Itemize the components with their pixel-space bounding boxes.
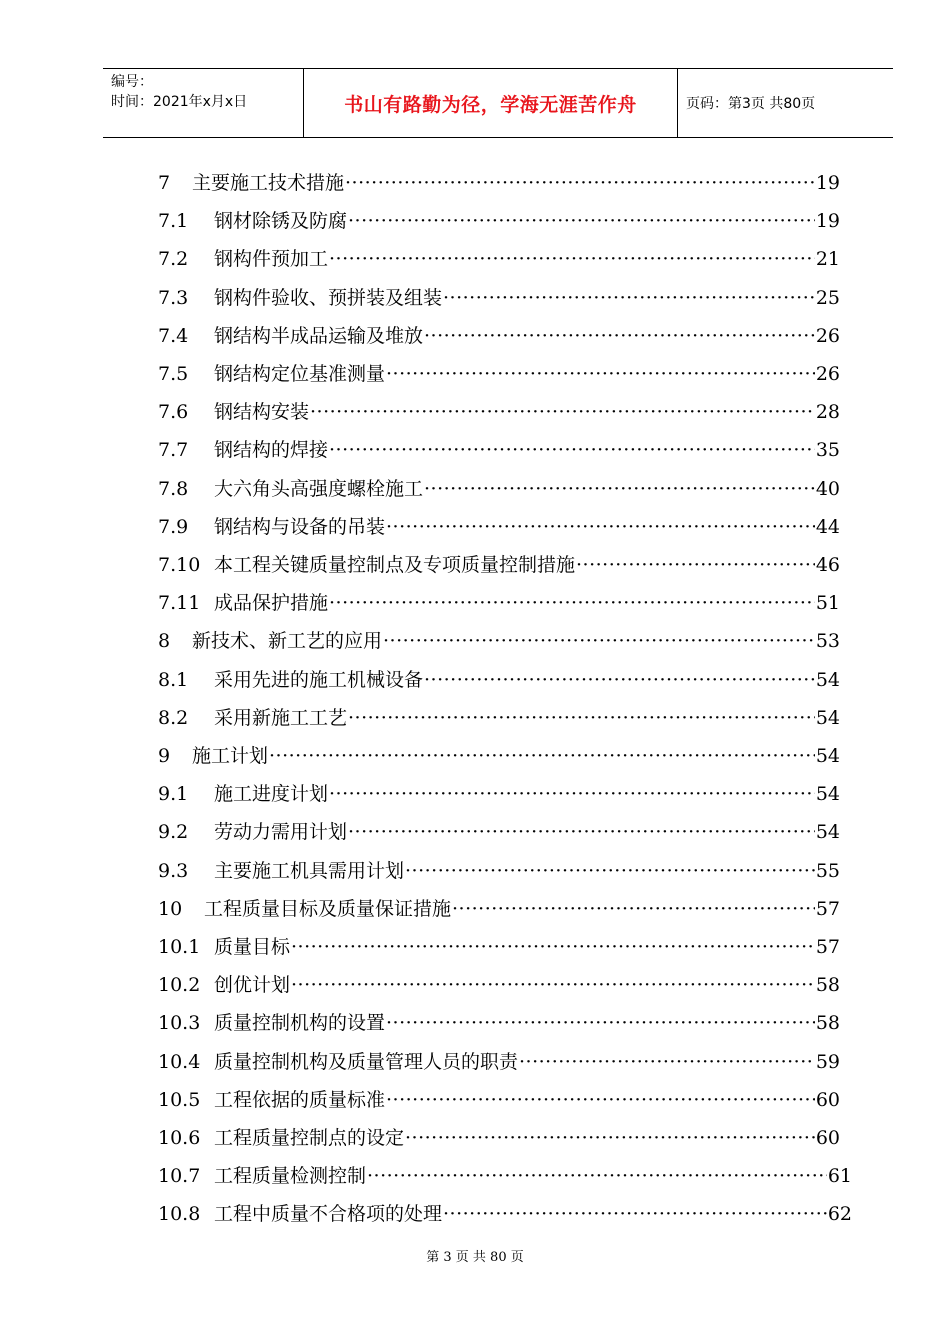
document-time: 时间：2021年x月x日 [111, 94, 248, 110]
toc-entry-page: 54 [815, 745, 840, 767]
toc-entry-title: 创优计划 [214, 974, 291, 997]
toc-entry-title: 采用新施工工艺 [214, 706, 348, 729]
toc-entry-number: 7 [158, 172, 171, 194]
toc-entry-title: 施工计划 [192, 745, 269, 767]
toc-entry [158, 817, 840, 845]
toc-entry-page: 54 [815, 783, 840, 806]
toc-entry-title: 施工进度计划 [214, 783, 329, 806]
toc-entry-page: 26 [815, 363, 840, 385]
toc-entry-page: 57 [815, 897, 840, 920]
toc-entry-page: 46 [815, 554, 840, 576]
toc-entry [158, 206, 840, 234]
toc-dot-leader [367, 1165, 827, 1187]
toc-entry [158, 703, 840, 731]
toc-dot-leader [269, 745, 815, 767]
toc-entry [158, 512, 840, 540]
toc-entry-number: 7.6 [158, 401, 189, 424]
toc-entry [158, 550, 840, 578]
toc-entry-title: 质量控制机构的设置 [214, 1012, 386, 1035]
toc-entry-number: 10.7 [158, 1165, 201, 1188]
toc-entry-page: 21 [815, 248, 840, 271]
toc-entry-page: 61 [827, 1165, 852, 1188]
toc-entry-number: 10.4 [158, 1050, 201, 1073]
toc-entry-page: 54 [815, 821, 840, 844]
toc-entry-title: 钢结构的焊接 [214, 439, 329, 462]
toc-entry-number: 7.4 [158, 324, 189, 347]
toc-entry-page: 54 [815, 668, 840, 691]
toc-entry-page: 55 [815, 859, 840, 882]
toc-entry-title: 采用先进的施工机械设备 [214, 668, 424, 691]
toc-entry-page: 58 [815, 974, 840, 997]
toc-entry [158, 474, 840, 502]
toc-entry-page: 53 [815, 630, 840, 653]
toc-entry [158, 1047, 840, 1075]
toc-entry-number: 7.8 [158, 477, 189, 500]
toc-entry-page: 54 [815, 706, 840, 729]
toc-entry-title: 钢结构定位基准测量 [214, 363, 386, 385]
toc-dot-leader [405, 860, 815, 882]
toc-entry-number: 10.1 [158, 936, 201, 958]
toc-dot-leader [345, 172, 815, 194]
toc-entry-page: 62 [827, 1203, 852, 1226]
toc-entry-page: 58 [815, 1012, 840, 1035]
toc-entry-number: 10.2 [158, 974, 201, 997]
toc-entry [158, 970, 840, 998]
toc-dot-leader [291, 974, 815, 996]
toc-entry-title: 工程依据的质量标准 [214, 1088, 386, 1111]
toc-entry [158, 856, 840, 884]
toc-entry [158, 397, 840, 425]
toc-entry [158, 741, 840, 769]
toc-entry [158, 359, 840, 387]
page-footer: 第 3 页 共 80 页 [426, 1250, 524, 1265]
toc-entry [158, 894, 840, 922]
toc-entry-number: 9 [158, 745, 171, 767]
toc-dot-leader [424, 669, 815, 691]
toc-entry-page: 57 [815, 936, 840, 958]
toc-entry-number: 9.3 [158, 859, 189, 882]
toc-entry-title: 质量控制机构及质量管理人员的职责 [214, 1050, 519, 1073]
toc-dot-leader [519, 1051, 815, 1073]
toc-entry-page: 60 [815, 1088, 840, 1111]
toc-entry-page: 40 [815, 477, 840, 500]
toc-dot-leader [291, 936, 815, 958]
toc-entry-page: 51 [815, 592, 840, 615]
toc-dot-leader [452, 898, 815, 920]
header-meta [103, 69, 304, 137]
toc-entry-number: 10.6 [158, 1127, 201, 1149]
toc-dot-leader [383, 630, 815, 652]
toc-dot-leader [329, 248, 815, 270]
toc-entry [158, 1008, 840, 1036]
toc-entry-number: 8.2 [158, 706, 189, 729]
toc-entry-title: 工程中质量不合格项的处理 [214, 1203, 443, 1226]
toc-entry-title: 成品保护措施 [214, 592, 329, 615]
toc-entry [158, 1085, 840, 1113]
header-motto: 书山有路勤为径，学海无涯苦作舟 [304, 69, 678, 137]
toc-entry-number: 10 [158, 897, 183, 920]
toc-entry-title: 主要施工机具需用计划 [214, 859, 405, 882]
toc-entry [158, 435, 840, 463]
document-number: 编号： [111, 74, 153, 90]
header-page-info: 页码：第3页 共80页 [686, 96, 816, 112]
toc-entry-page: 28 [815, 401, 840, 424]
toc-entry-title: 劳动力需用计划 [214, 821, 348, 844]
toc-entry [158, 665, 840, 693]
toc-dot-leader [424, 478, 815, 500]
toc-entry [158, 244, 840, 272]
toc-entry [158, 283, 840, 311]
toc-dot-leader [329, 439, 815, 461]
toc-entry-number: 10.3 [158, 1012, 201, 1035]
toc-dot-leader [386, 516, 815, 538]
toc-entry-title: 大六角头高强度螺栓施工 [214, 477, 424, 500]
toc-dot-leader [348, 707, 815, 729]
toc-entry-title: 本工程关键质量控制点及专项质量控制措施 [214, 554, 576, 576]
toc-dot-leader [386, 1012, 815, 1034]
toc-entry-title: 工程质量目标及质量保证措施 [204, 897, 452, 920]
toc-entry-title: 钢结构与设备的吊装 [214, 515, 386, 538]
toc-dot-leader [310, 401, 815, 423]
toc-entry [158, 1199, 852, 1227]
toc-entry-number: 7.7 [158, 439, 189, 462]
toc-entry-page: 59 [815, 1050, 840, 1073]
toc-entry-page: 19 [815, 210, 840, 233]
toc-entry-number: 7.11 [158, 592, 201, 615]
page-header [103, 68, 893, 138]
toc-entry-number: 7.10 [158, 554, 201, 576]
toc-entry [158, 168, 840, 196]
toc-dot-leader [405, 1127, 815, 1149]
toc-entry-number: 10.5 [158, 1088, 201, 1111]
toc-entry [158, 932, 840, 960]
toc-entry-title: 新技术、新工艺的应用 [192, 630, 383, 653]
toc-entry-page: 60 [815, 1127, 840, 1149]
toc-entry-number: 8 [158, 630, 171, 653]
toc-entry-number: 7.1 [158, 210, 189, 233]
toc-entry-number: 8.1 [158, 668, 189, 691]
toc-dot-leader [348, 821, 815, 843]
toc-dot-leader [329, 592, 815, 614]
toc-entry-page: 35 [815, 439, 840, 462]
toc-entry-number: 7.2 [158, 248, 189, 271]
toc-entry-title: 钢材除锈及防腐 [214, 210, 348, 233]
toc-entry-title: 工程质量控制点的设定 [214, 1127, 405, 1149]
toc-dot-leader [348, 210, 815, 232]
toc-entry-title: 工程质量检测控制 [214, 1165, 367, 1188]
toc-entry-number: 7.3 [158, 286, 189, 309]
toc-entry-title: 主要施工技术措施 [192, 172, 345, 194]
toc-entry-number: 7.9 [158, 515, 189, 538]
toc-entry-title: 钢构件预加工 [214, 248, 329, 271]
toc-entry [158, 321, 840, 349]
toc-dot-leader [443, 287, 815, 309]
toc-dot-leader [576, 554, 815, 576]
toc-entry-title: 钢结构半成品运输及堆放 [214, 324, 424, 347]
toc-entry-title: 钢结构安装 [214, 401, 310, 424]
toc-dot-leader [386, 1089, 815, 1111]
toc-entry [158, 1161, 852, 1189]
toc-dot-leader [443, 1203, 827, 1225]
toc-entry [158, 1123, 840, 1151]
toc-entry-page: 25 [815, 286, 840, 309]
toc-entry-title: 钢构件验收、预拼装及组装 [214, 286, 443, 309]
toc-entry [158, 626, 840, 654]
toc-entry-page: 26 [815, 324, 840, 347]
toc-entry [158, 779, 840, 807]
toc-dot-leader [386, 363, 815, 385]
toc-entry [158, 588, 840, 616]
toc-entry-number: 9.2 [158, 821, 189, 844]
toc-entry-page: 44 [815, 515, 840, 538]
toc-dot-leader [424, 325, 815, 347]
toc-entry-number: 9.1 [158, 783, 189, 806]
toc-dot-leader [329, 783, 815, 805]
toc-entry-number: 7.5 [158, 363, 189, 385]
toc-entry-title: 质量目标 [214, 936, 291, 958]
toc-entry-page: 19 [815, 172, 840, 194]
toc-entry-number: 10.8 [158, 1203, 201, 1226]
